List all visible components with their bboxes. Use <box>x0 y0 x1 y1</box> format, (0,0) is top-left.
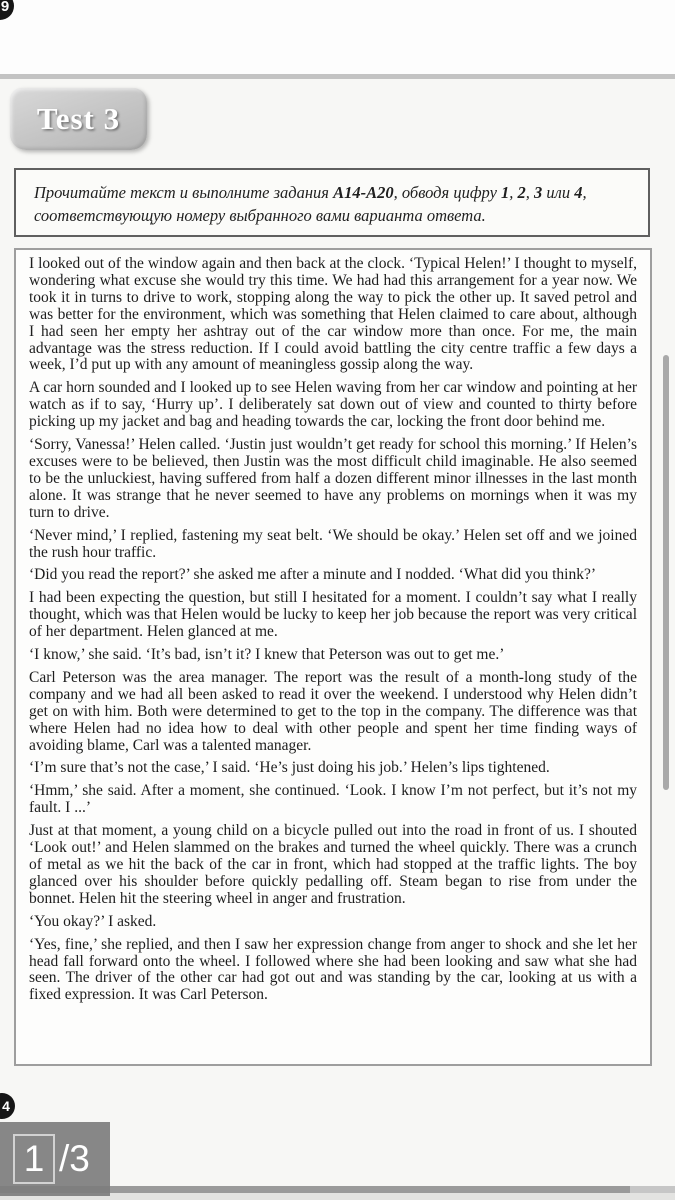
passage-paragraph: ‘Never mind,’ I replied, fastening my seat belt. ‘We should be okay.’ Helen set off and we joined the rush hour traffic. <box>29 526 637 561</box>
passage-paragraph: ‘I know,’ she said. ‘It’s bad, isn’t it? I knew that Peterson was out to get me.’ <box>29 646 505 664</box>
vertical-scrollbar-thumb[interactable] <box>663 355 669 790</box>
passage-paragraph: ‘Yes, fine,’ she replied, and then I saw her expression change from anger to shock and she let her head fall forward onto the wheel. I followed where she had been looking and saw what she had seen. The driver of the other car had got out and was standing by the car, looking at us with a fixed expression. It was Carl Peterson. <box>29 935 637 1004</box>
test-tab <box>10 88 147 150</box>
passage-paragraph: I looked out of the window again and then back at the clock. ‘Typical Helen!’ I thought to myself, wondering what excuse she would try this time. We had had this arrangement for a year now. We took it in turns to drive to work, stopping along the way to pick the other up. It saved petrol and was better for the environment, which was something that Helen claimed to care about, although I had seen her empty her ashtray out of the car window more than once. For me, the main advantage was the stress reduction. If I could avoid battling the city centre traffic a few days a week, I’d put up with any amount of meaningless gossip along the way. <box>29 255 637 374</box>
passage-paragraph: ‘Hmm,’ she said. After a moment, she continued. ‘Look. I know I’m not perfect, but it’s not my fault. I ...’ <box>29 782 637 817</box>
passage-paragraph: I had been expecting the question, but still I hesitated for a moment. I couldn’t say what I really thought, which was that Helen would be lucky to keep her job because the report was very critical of her department. Helen glanced at me. <box>29 589 637 641</box>
passage-paragraph: ‘I’m sure that’s not the case,’ I said. ‘He’s just doing his job.’ Helen’s lips tightened. <box>29 759 550 777</box>
passage-paragraph: Just at that moment, a young child on a bicycle pulled out into the road in front of us. I shouted ‘Look out!’ and Helen slammed on the brakes and turned the wheel quickly. There was a crunch of metal as we hit the back of the car in front, which had stopped at the traffic lights. The boy glanced over his shoulder before quickly pedalling off. Steam began to rise from under the bonnet. Helen hit the steering wheel in anger and frustration. <box>29 822 637 907</box>
passage-paragraph: Carl Peterson was the area manager. The report was the result of a month-long study of the company and we had all been asked to read it over the weekend. I understood why Helen didn’t get on with him. Both were determined to get to the top in the company. The difference was that where Helen had no idea how to deal with other people and spent her time finding ways of avoiding blame, Carl was a talented manager. <box>29 668 637 754</box>
page-total: /3 <box>59 1138 90 1179</box>
top-divider <box>0 74 675 79</box>
annotation-marker-top-label: 9 <box>0 0 10 15</box>
test-tab-label: Test 3 <box>36 101 121 136</box>
instruction-box <box>14 168 650 237</box>
page-indicator[interactable] <box>0 1122 110 1196</box>
passage-paragraph: A car horn sounded and I looked up to see Helen waving from her car window and pointing at her watch as if to say, ‘Hurry up’. I deliberately sat down out of view and counted to thirty before picking up my jacket and bag and heading towards the car, locking the front door behind me. <box>29 379 637 431</box>
page-current-box[interactable] <box>13 1134 55 1184</box>
annotation-marker-bottom <box>0 1093 15 1119</box>
page-current-value: 1 <box>23 1138 45 1179</box>
passage-paragraph: ‘You okay?’ I asked. <box>29 912 157 930</box>
instruction-text: Прочитайте текст и выполните задания А14-А20, обводя цифру 1, 2, 3 или 4, соответствующую номеру выбранного вами варианта ответа. <box>34 183 587 225</box>
passage-box <box>14 248 652 1066</box>
passage-paragraph: ‘Sorry, Vanessa!’ Helen called. ‘Justin just wouldn’t get ready for school this morning.’ If Helen’s excuses were to be believed, then Justin was the most difficult child imaginable. He also seemed to be the unluckiest, having suffered from half a dozen different minor illnesses in the last month alone. It was strange that he never seemed to have any problems on mornings when it was my turn to drive. <box>29 436 637 521</box>
top-bar <box>0 0 675 74</box>
annotation-marker-bottom-label: 4 <box>2 1098 10 1114</box>
passage-paragraph: ‘Did you read the report?’ she asked me after a minute and I nodded. ‘What did you think?’ <box>29 566 596 584</box>
